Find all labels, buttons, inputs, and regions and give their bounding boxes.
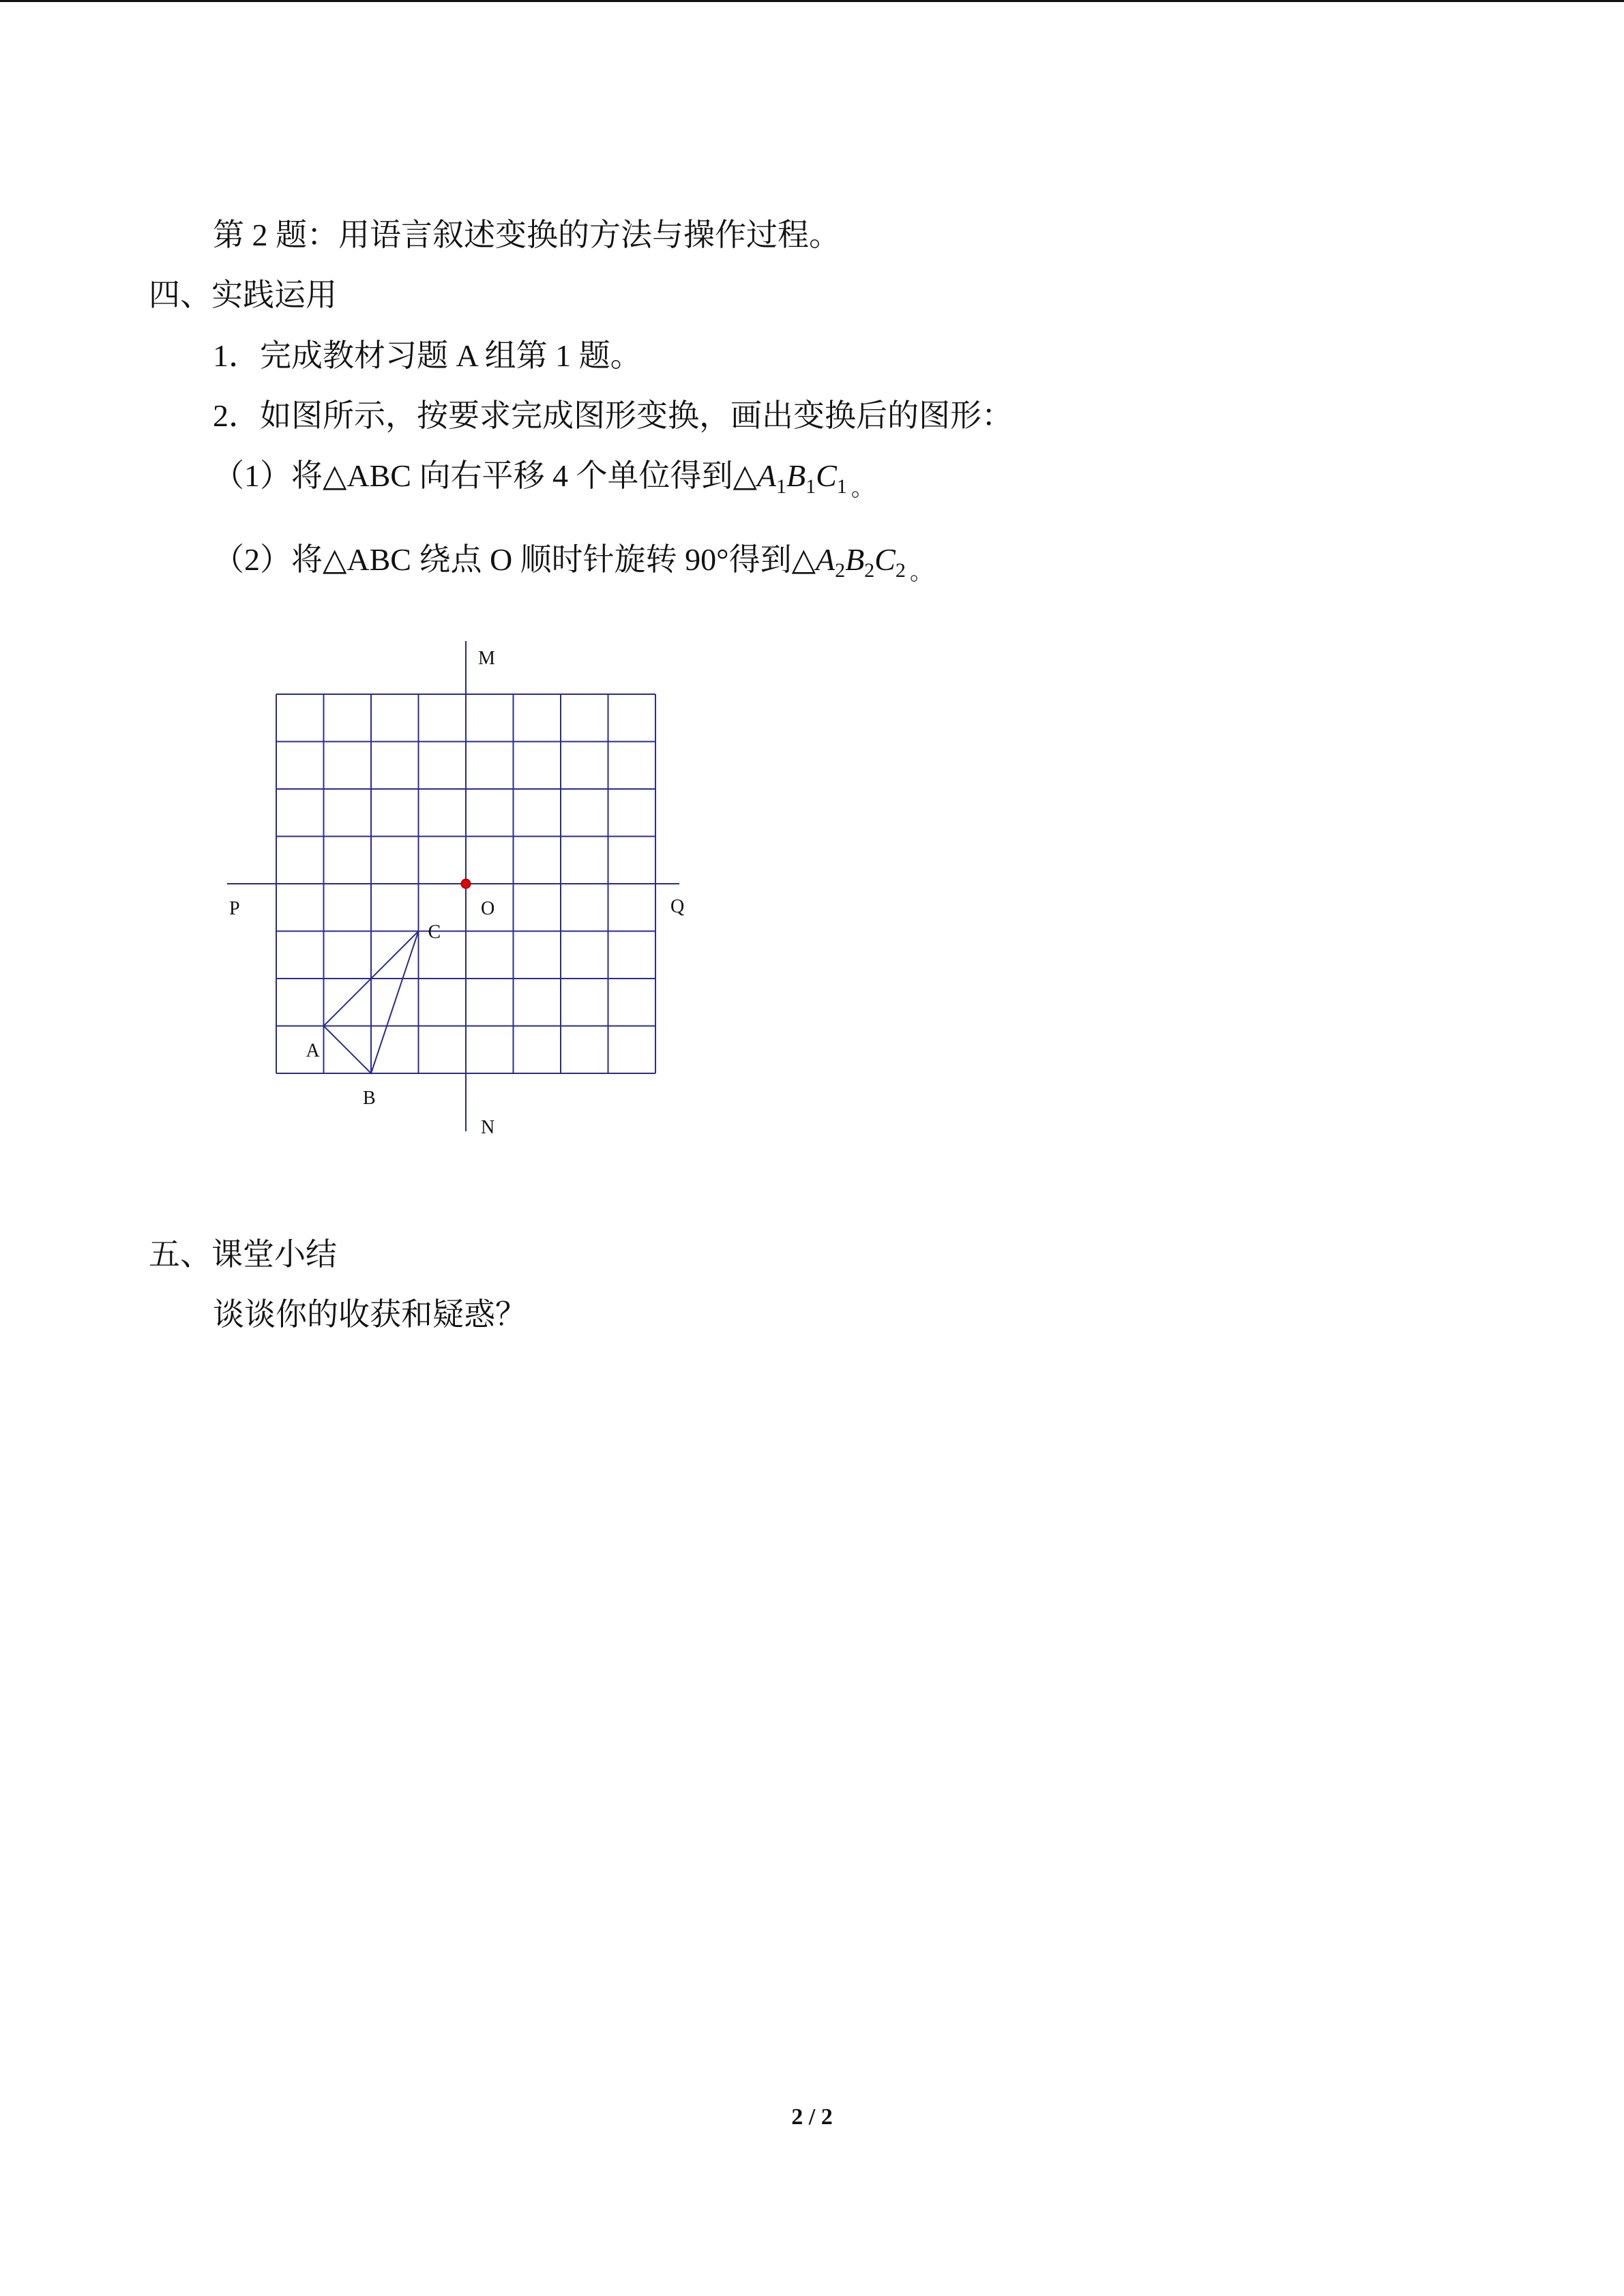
sub-question-2: （2）将△ABC 绕点 O 顺时针旋转 90°得到$\triangle A_2B_2C_2$ $_。$ [213,542,933,585]
page-number: 2 / 2 [791,2104,833,2130]
sub-question-2-text: （2）将△ABC 绕点 O 顺时针旋转 90°得到△ [213,542,816,577]
label-m: M [478,648,495,669]
section-4-heading: 四、实践运用 [149,278,337,312]
section-5-heading: 五、课堂小结 [149,1237,337,1272]
triangle-A2B2C2: $A_2B_2C_2$ [815,542,906,582]
label-c: C [428,921,441,943]
q2-note: 第 2 题：用语言叙述变换的方法与操作过程。 [213,218,840,252]
label-b: B [363,1088,376,1109]
grid-figure [205,634,723,1187]
label-o: O [481,898,495,919]
top-border [0,0,1624,2]
triangle-A1B1C1: $A_1B_1C_1$ [756,458,847,498]
item-1: 1．完成教材习题 A 组第 1 题。 [213,338,642,373]
point-o [461,879,471,889]
label-q: Q [670,896,685,917]
sub-question-1-text: （1）将△ABC 向右平移 4 个单位得到△ [213,458,757,493]
label-p: P [229,898,240,919]
label-n: N [481,1117,495,1138]
summary-prompt: 谈谈你的收获和疑惑？ [213,1297,527,1332]
label-a: A [306,1040,320,1062]
item-2: 2．如图所示，按要求完成图形变换，画出变换后的图形： [213,398,1013,433]
sub-question-1: （1）将△ABC 向右平移 4 个单位得到$\triangle A_1B_1C_1$ $_。$ [213,458,874,501]
